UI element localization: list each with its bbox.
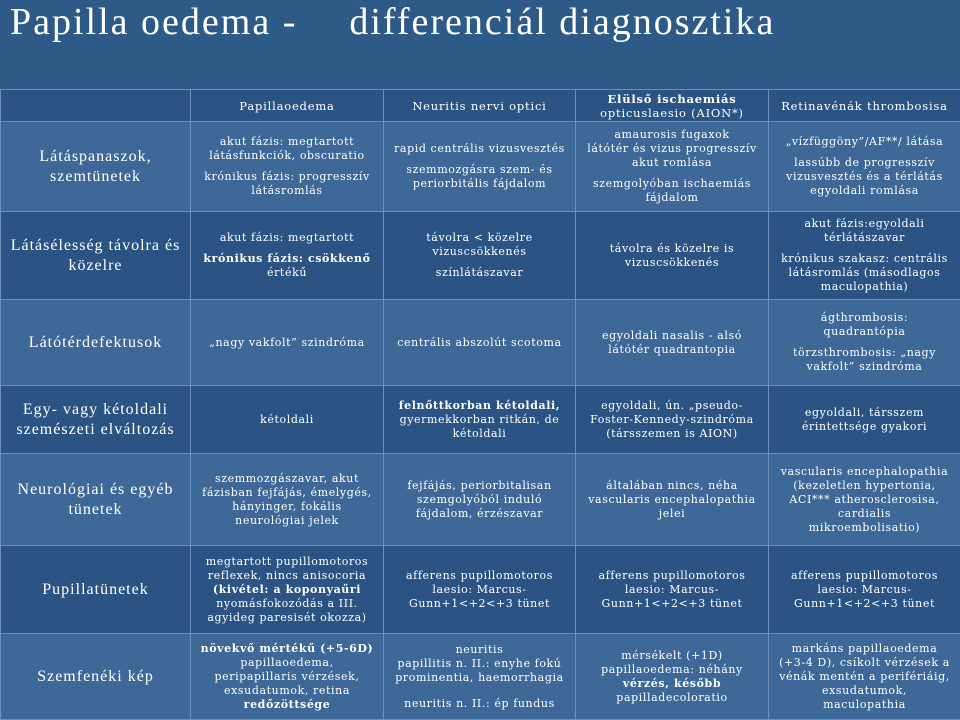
cell-line: színlátászavar [388, 266, 571, 280]
cell-line: papillitis n. II.: enyhe fokú [388, 657, 571, 671]
cell-line: szemgolyóban ischaemiás [580, 177, 764, 191]
cell-line: látásromlás (másodlagos [773, 266, 956, 280]
line-gap [388, 259, 571, 266]
row-header: Látásélesség távolra és közelre [1, 212, 191, 300]
cell-line: vizuscsökkenés [388, 245, 571, 259]
cell-line: Gunn+1<+2<+3 tünet [388, 597, 571, 611]
cell-line: papillaoedema, [195, 656, 379, 670]
line-gap [773, 245, 956, 252]
cell-line: (kivétel: a koponyaűri [195, 583, 379, 597]
cell-line: neuritis n. II.: ép fundus [388, 697, 571, 711]
cell-line: maculopathia [773, 698, 956, 712]
cell-line: kétoldali [195, 413, 379, 427]
neuritis-cell [384, 212, 576, 300]
cell-line: egyoldali, társszem [773, 406, 956, 420]
cell-line: afferens pupillomotoros [388, 569, 571, 583]
cell-line: fázisban fejfájás, émelygés, [195, 486, 379, 500]
cell-line: afferens pupillomotoros [580, 569, 764, 583]
header-aion: Elülső ischaemiás opticuslaesio (AION*) [576, 90, 769, 122]
cell-line: afferens pupillomotoros [773, 569, 956, 583]
table-row [1, 454, 960, 546]
cell-line: felnőttkorban kétoldali, [388, 399, 571, 413]
cell-line: neuritis [388, 643, 571, 657]
cell-line: prominentia, haemorrhagia [388, 671, 571, 685]
title-part-2: differenciál diagnosztika [349, 1, 775, 43]
cell-line: periorbitális fájdalom [388, 177, 571, 191]
cell-line: Gunn+1<+2<+3 tünet [580, 597, 764, 611]
cell-line: amaurosis fugaxok [580, 128, 764, 142]
cell-line: egyoldali nasalis - alsó [580, 329, 764, 343]
cell-line: általában nincs, néha [580, 479, 764, 493]
cell-line: mikroembolisatio) [773, 521, 956, 535]
aion-cell [576, 122, 769, 212]
vein-thrombosis-cell [769, 212, 960, 300]
cell-line: vascularis encephalopathia [580, 493, 764, 507]
line-gap [580, 170, 764, 177]
cell-line: papillaoedema: néhány [580, 663, 764, 677]
cell-line: távolra és közelre is [580, 242, 764, 256]
cell-line: centrális abszolút scotoma [388, 336, 571, 350]
vein-thrombosis-cell [769, 300, 960, 386]
aion-cell [576, 634, 769, 720]
cell-line: laesio: Marcus- [580, 583, 764, 597]
table-row [1, 212, 960, 300]
cell-line: (kezeletlen hypertonia, [773, 479, 956, 493]
cell-line: cardialis [773, 507, 956, 521]
cell-line: redőzöttsége [195, 698, 379, 712]
title-part-1: Papilla oedema - [10, 1, 297, 43]
neuritis-cell [384, 546, 576, 634]
row-header: Szemfenéki kép [1, 634, 191, 720]
cell-line: hányinger, fokális [195, 500, 379, 514]
cell-line: akut fázis:egyoldali [773, 217, 956, 231]
cell-line: térlátászavar [773, 231, 956, 245]
cell-line: látásromlás [195, 184, 379, 198]
papillaoedema-cell [191, 454, 384, 546]
papillaoedema-cell [191, 634, 384, 720]
cell-line: (társszemen is AION) [580, 427, 764, 441]
header-papillaoedema: Papillaoedema [191, 90, 384, 122]
row-header: Látáspanaszok, szemtünetek [1, 122, 191, 212]
cell-line: krónikus szakasz: centrális [773, 252, 956, 266]
aion-cell [576, 454, 769, 546]
row-header: Pupillatünetek [1, 546, 191, 634]
cell-line: akut fázis: megtartott [195, 231, 379, 245]
cell-line: neurológiai jelek [195, 514, 379, 528]
line-gap [773, 149, 956, 156]
cell-line: quadrantópia [773, 325, 956, 339]
cell-line: szemmozgásra szem- és [388, 163, 571, 177]
cell-line: látótér quadrantopia [580, 343, 764, 357]
cell-line: papilladecoloratio [580, 691, 764, 705]
papillaoedema-cell [191, 212, 384, 300]
slide-title [10, 0, 950, 44]
cell-line: peripapillaris vérzések, [195, 670, 379, 684]
vein-thrombosis-cell [769, 546, 960, 634]
cell-line: Gunn+1<+2<+3 tünet [773, 597, 956, 611]
cell-line: nyomásfokozódás a III. [195, 597, 379, 611]
line-gap [773, 339, 956, 346]
cell-line: vizuscsökkenés [580, 256, 764, 270]
cell-line: rapid centrális vizusvesztés [388, 142, 571, 156]
papillaoedema-cell [191, 386, 384, 454]
cell-line: mérsékelt (+1D) [580, 649, 764, 663]
cell-line: exsudatumok, retina [195, 684, 379, 698]
cell-line: növekvő mértékű (+5-6D) [195, 642, 379, 656]
cell-line: vénák mentén a perifériáig, [773, 670, 956, 684]
cell-line: fejfájás, periorbitalisan [388, 479, 571, 493]
cell-line: érintettsége gyakori [773, 420, 956, 434]
table-row [1, 546, 960, 634]
cell-line: agyideg paresisét okozza) [195, 611, 379, 625]
aion-cell [576, 212, 769, 300]
cell-line: „nagy vakfolt” szindróma [195, 336, 379, 350]
cell-line: laesio: Marcus- [388, 583, 571, 597]
neuritis-cell [384, 300, 576, 386]
line-gap [195, 245, 379, 252]
cell-line: maculopathia) [773, 280, 956, 294]
cell-line: (+3-4 D), csíkolt vérzések a [773, 656, 956, 670]
header-vein-thrombosis: Retinavénák thrombosisa [769, 90, 960, 122]
cell-line: törzsthrombosis: „nagy [773, 346, 956, 360]
cell-line: vérzés, később [580, 677, 764, 691]
cell-line: egyoldali, ún. „pseudo- [580, 399, 764, 413]
header-neuritis: Neuritis nervi optici [384, 90, 576, 122]
cell-line: megtartott pupillomotoros [195, 555, 379, 569]
cell-line: távolra < közelre [388, 231, 571, 245]
vein-thrombosis-cell [769, 634, 960, 720]
cell-line: „vízfüggöny”/AF**/ látása [773, 135, 956, 149]
line-gap [195, 163, 379, 170]
cell-line: gyermekkorban ritkán, de [388, 413, 571, 427]
cell-line: akut fázis: megtartott [195, 135, 379, 149]
cell-line: krónikus fázis: progresszív [195, 170, 379, 184]
cell-line: exsudatumok, [773, 684, 956, 698]
cell-line: markáns papillaoedema [773, 642, 956, 656]
row-header: Látótérdefektusok [1, 300, 191, 386]
cell-line: ágthrombosis: [773, 311, 956, 325]
differential-diagnosis-table [0, 89, 960, 720]
cell-line: ACI*** atherosclerosisa, [773, 493, 956, 507]
table-row [1, 634, 960, 720]
header-empty [1, 90, 191, 122]
papillaoedema-cell [191, 546, 384, 634]
cell-line: lassúbb de progresszív [773, 156, 956, 170]
neuritis-cell [384, 122, 576, 212]
neuritis-cell [384, 454, 576, 546]
aion-cell [576, 386, 769, 454]
cell-line: reflexek, nincs anisocoria [195, 569, 379, 583]
line-gap [388, 685, 571, 697]
cell-line: értékű [195, 266, 379, 280]
cell-line: szemmozgászavar, akut [195, 472, 379, 486]
cell-line: Foster-Kennedy-szindróma [580, 413, 764, 427]
cell-line: látásfunkciók, obscuratio [195, 149, 379, 163]
aion-cell [576, 300, 769, 386]
line-gap [388, 156, 571, 163]
header-row [1, 90, 960, 122]
vein-thrombosis-cell [769, 386, 960, 454]
cell-line: egyoldali romlása [773, 184, 956, 198]
cell-line: vascularis encephalopathia [773, 465, 956, 479]
table-row [1, 122, 960, 212]
vein-thrombosis-cell [769, 122, 960, 212]
neuritis-cell [384, 386, 576, 454]
neuritis-cell [384, 634, 576, 720]
table-row [1, 300, 960, 386]
papillaoedema-cell [191, 300, 384, 386]
cell-line: jelei [580, 507, 764, 521]
cell-line: vizusvesztés és a térlátás [773, 170, 956, 184]
cell-line: látótér és vizus progresszív [580, 142, 764, 156]
vein-thrombosis-cell [769, 454, 960, 546]
cell-line: laesio: Marcus- [773, 583, 956, 597]
table-row [1, 386, 960, 454]
row-header: Egy- vagy kétoldali szemészeti elváltozás [1, 386, 191, 454]
cell-line: kétoldali [388, 427, 571, 441]
cell-line: szemgolyóból induló [388, 493, 571, 507]
cell-line: fájdalom [580, 191, 764, 205]
cell-line: vakfolt” szindróma [773, 360, 956, 374]
papillaoedema-cell [191, 122, 384, 212]
row-header: Neurológiai és egyéb tünetek [1, 454, 191, 546]
cell-line: fájdalom, érzészavar [388, 507, 571, 521]
aion-cell [576, 546, 769, 634]
cell-line: krónikus fázis: csökkenő [195, 252, 379, 266]
cell-line: akut romlása [580, 156, 764, 170]
